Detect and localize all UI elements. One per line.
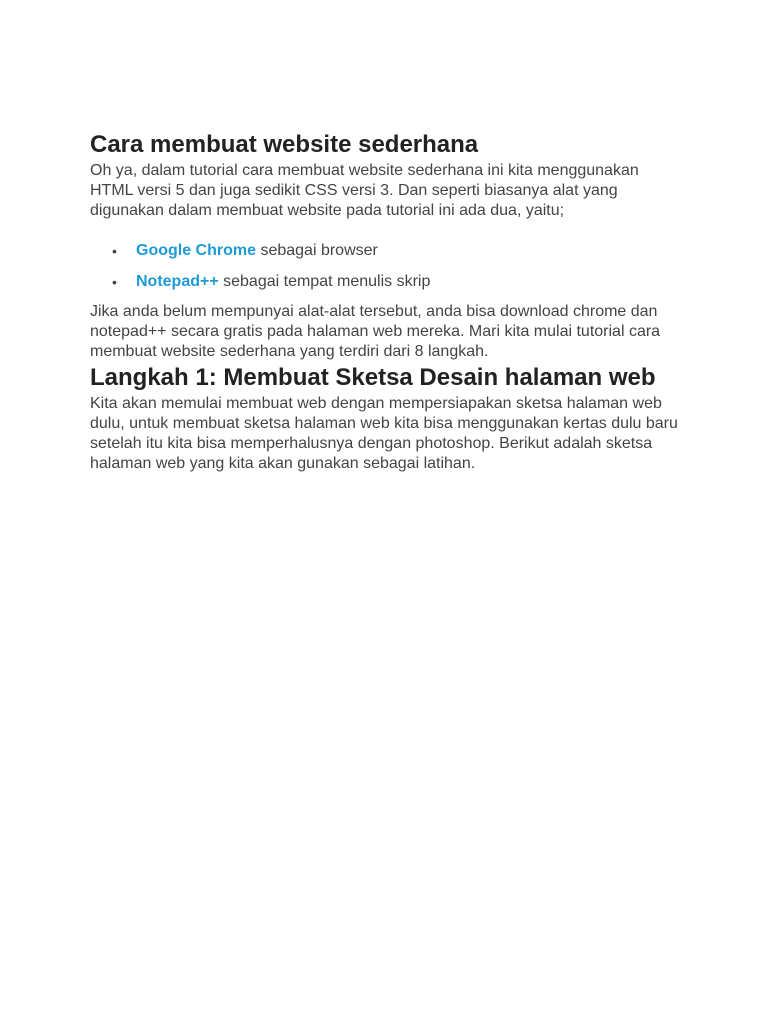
- google-chrome-desc: sebagai browser: [256, 242, 378, 259]
- step-1-paragraph: Kita akan memulai membuat web dengan mempersiapakan sketsa halaman web dulu, untuk membuat sketsa halaman web kita bisa menggunakan kertas dulu baru setelah itu kita bisa memperhalusnya dengan photoshop. Berikut adalah sketsa halaman web yang kita akan gunakan sebagai latihan.: [90, 395, 678, 472]
- list-item-notepad: [90, 272, 682, 292]
- section-2-heading: Langkah 1: Membuat Sketsa Desain halaman web: [90, 364, 656, 391]
- article-content: [90, 129, 682, 474]
- list-item-google-chrome: [90, 241, 682, 261]
- notepad-desc: sebagai tempat menulis skrip: [218, 273, 431, 290]
- section-1-heading: Cara membuat website sederhana: [90, 131, 479, 158]
- bullet-icon: •: [112, 243, 117, 259]
- google-chrome-link[interactable]: Google Chrome: [136, 242, 257, 259]
- outro-paragraph: Jika anda belum mempunyai alat-alat tersebut, anda bisa download chrome dan notepad++ secara gratis pada halaman web mereka. Mari kita mulai tutorial cara membuat website sederhana yang terdiri dari 8 langkah.: [90, 303, 661, 360]
- bullet-icon: •: [112, 274, 117, 290]
- tools-list: [90, 241, 682, 292]
- intro-paragraph: Oh ya, dalam tutorial cara membuat website sederhana ini kita menggunakan HTML versi 5 dan juga sedikit CSS versi 3. Dan seperti biasanya alat yang digunakan dalam membuat website pada tutorial ini ada dua, yaitu;: [90, 162, 639, 219]
- notepad-link[interactable]: Notepad++: [136, 273, 219, 290]
